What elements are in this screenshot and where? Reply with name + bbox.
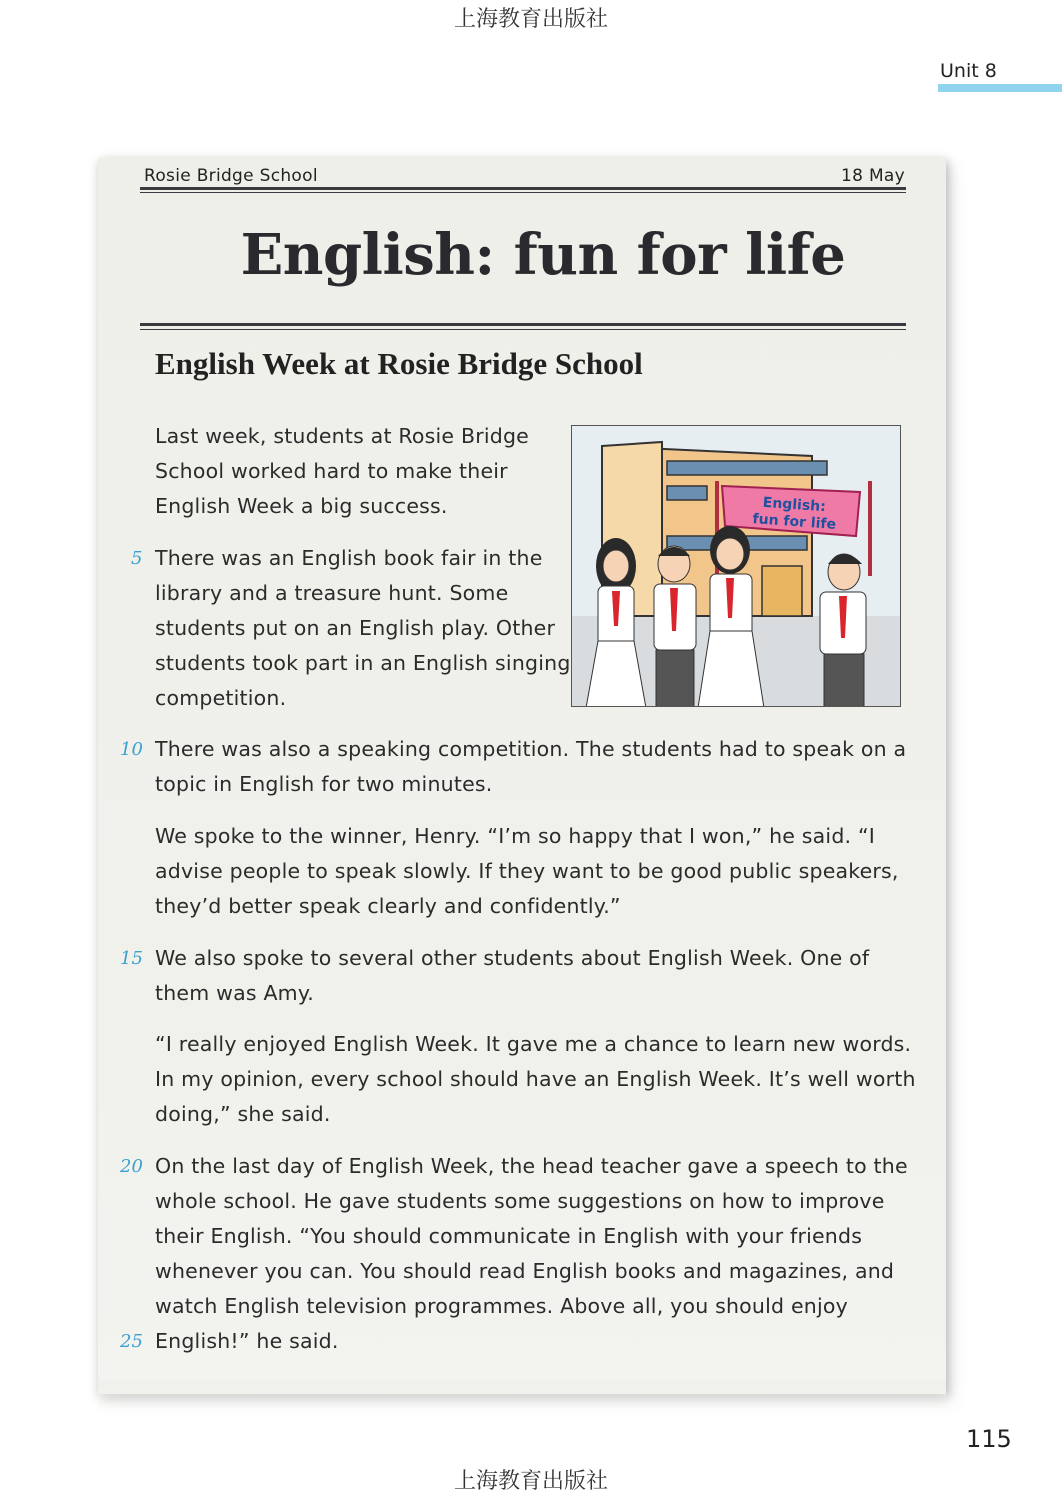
- text-line: students put on an English play. Other: [155, 616, 556, 640]
- text-line: School worked hard to make their: [155, 459, 508, 483]
- text-line: In my opinion, every school should have an English Week. It’s well worth: [155, 1067, 916, 1091]
- page-number: 115: [966, 1425, 1012, 1453]
- paragraph-4: [155, 819, 899, 924]
- text-line: advise people to speak slowly. If they want to be good public speakers,: [155, 859, 899, 883]
- headline-rule-thick: [140, 323, 906, 326]
- text-line: We spoke to the winner, Henry. “I’m so happy that I won,” he said. “I: [155, 824, 876, 848]
- text-line: them was Amy.: [155, 981, 314, 1005]
- paragraph-7: [155, 1149, 908, 1359]
- subheadline: English Week at Rosie Bridge School: [155, 346, 643, 381]
- text-line: English!” he said.: [155, 1329, 339, 1353]
- text-line: On the last day of English Week, the head teacher gave a speech to the: [155, 1154, 908, 1178]
- text-line: they’d better speak clearly and confidently.”: [155, 894, 621, 918]
- line-number: 15: [120, 948, 143, 969]
- paragraph-5: [155, 941, 869, 1011]
- line-number: 10: [120, 739, 143, 760]
- text-line: We also spoke to several other students about English Week. One of: [155, 946, 870, 970]
- line-number: 5: [131, 548, 143, 569]
- masthead-rule-thick: [140, 187, 906, 190]
- school-scene-image: [572, 426, 901, 707]
- masthead-rule-thin: [140, 192, 906, 193]
- text-line: whole school. He gave students some suggestions on how to improve: [155, 1189, 885, 1213]
- line-number: 25: [120, 1331, 143, 1352]
- text-line: library and a treasure hunt. Some: [155, 581, 509, 605]
- text-line: Last week, students at Rosie Bridge: [155, 424, 529, 448]
- paragraph-1: [155, 419, 529, 524]
- text-line: students took part in an English singing: [155, 651, 571, 675]
- paragraph-6: [155, 1027, 916, 1132]
- publisher-header: 上海教育出版社: [453, 7, 608, 32]
- school-illustration: [571, 425, 901, 707]
- text-line: their English. “You should communicate in English with your friends: [155, 1224, 863, 1248]
- unit-accent-bar: [938, 84, 1062, 92]
- text-line: whenever you can. You should read English books and magazines, and: [155, 1259, 895, 1283]
- banner-text-line1: English:: [762, 494, 827, 516]
- unit-label: Unit 8: [940, 60, 997, 82]
- text-line: “I really enjoyed English Week. It gave me a chance to learn new words.: [155, 1032, 912, 1056]
- paragraph-2: [155, 541, 571, 716]
- text-line: There was also a speaking competition. The students had to speak on a: [155, 737, 907, 761]
- banner-text-line2: fun for life: [752, 511, 837, 533]
- masthead-school: Rosie Bridge School: [144, 166, 318, 186]
- masthead-date: 18 May: [841, 166, 905, 186]
- text-line: There was an English book fair in the: [155, 546, 543, 570]
- text-line: topic in English for two minutes.: [155, 772, 493, 796]
- text-line: doing,” she said.: [155, 1102, 331, 1126]
- text-line: watch English television programmes. Above all, you should enjoy: [155, 1294, 848, 1318]
- line-number: 20: [120, 1156, 143, 1177]
- publisher-footer: 上海教育出版社: [453, 1469, 608, 1494]
- paragraph-3: [155, 732, 906, 802]
- headline-rule-thin: [140, 329, 906, 330]
- text-line: competition.: [155, 686, 287, 710]
- text-line: English Week a big success.: [155, 494, 448, 518]
- headline: English: fun for life: [240, 222, 846, 288]
